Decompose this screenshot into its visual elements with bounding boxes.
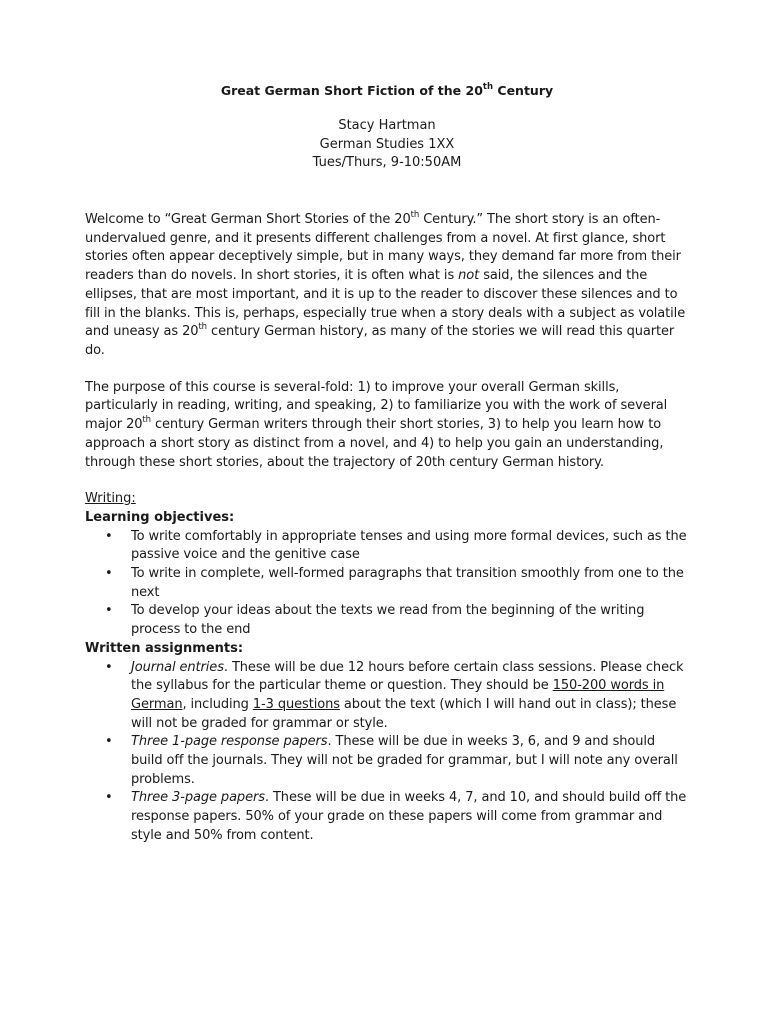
writing-heading: Writing: <box>85 491 136 507</box>
bullet-icon: • <box>105 566 113 582</box>
course-info <box>85 117 689 173</box>
welcome-paragraph: Welcome to “Great German Short Stories of the 20th Century.” The short story is an often-undervalued genre, and it presents different challenges from a novel. At first glance, short stories often appear deceptively simple, but in many ways, they demand far more from their readers than do novels. In short stories, it is often what is not said, the silences and the ellipses, that are most important, and it is up to the reader to discover these silences and to fill in the blanks. This is, perhaps, especially true when a story deals with a subject as volatile and uneasy as 20th century German history, as many of the stories we will read this quarter do. <box>85 209 686 358</box>
course-number: German Studies 1XX <box>319 136 455 152</box>
bullet-icon: • <box>105 790 113 806</box>
syllabus-page <box>85 82 689 846</box>
list-item: • To develop your ideas about the texts we read from the beginning of the writing process to the end <box>105 603 645 638</box>
assignments-list <box>85 659 689 846</box>
document-title <box>85 82 689 100</box>
bullet-icon: • <box>105 603 113 619</box>
title-text: Great German Short Fiction of the 20 <box>220 83 483 98</box>
list-item: • Three 3-page papers. These will be due in weeks 4, 7, and 10, and should build off the response papers. 50% of your grade on these papers will come from grammar and style and 50% from content. <box>105 790 687 843</box>
purpose-paragraph: The purpose of this course is several-fold: 1) to improve your overall German skills, particularly in reading, writing, and speaking, 2) to familiarize you with the work of several major 20th century German writers through their short stories, 3) to help you learn how to approach a short story as distinct from a novel, and 4) to help you gain an understanding, through these short stories, about the trajectory of 20th century German history. <box>85 379 668 470</box>
instructor-name: Stacy Hartman <box>338 118 436 133</box>
objectives-list <box>85 528 689 640</box>
bullet-icon: • <box>105 528 113 544</box>
bullet-icon: • <box>105 659 113 675</box>
list-item: • Three 1-page response papers. These will be due in weeks 3, 6, and 9 and should build off the journals. They will not be graded for grammar, but I will note any overall problems. <box>105 734 678 787</box>
list-item: • To write comfortably in appropriate tenses and using more formal devices, such as the passive voice and the genitive case <box>105 528 687 563</box>
written-assignments-heading: Written assignments: <box>85 640 244 656</box>
bullet-icon: • <box>105 734 113 750</box>
title-superscript: th <box>482 81 494 92</box>
list-item: • Journal entries. These will be due 12 hours before certain class sessions. Please check the syllabus for the particular theme or question. They should be 150-200 words in German, including 1-3 questions about the text (which I will hand out in class); these will not be graded for grammar or style. <box>105 659 684 731</box>
learning-objectives-heading: Learning objectives: <box>85 509 235 525</box>
list-item: • To write in complete, well-formed paragraphs that transition smoothly from one to the next <box>105 566 684 600</box>
course-schedule: Tues/Thurs, 9-10:50AM <box>312 155 462 171</box>
title-end: Century <box>493 83 554 98</box>
